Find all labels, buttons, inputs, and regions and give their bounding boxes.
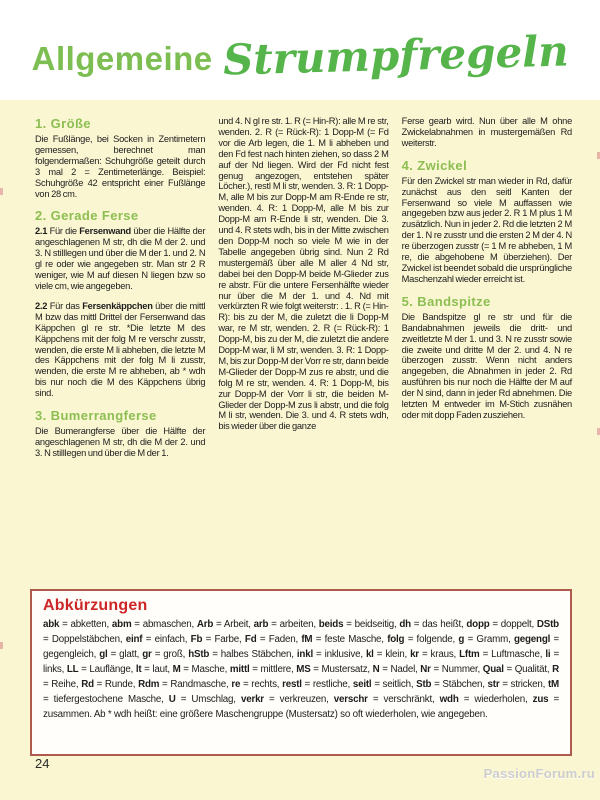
crop-mark — [0, 188, 3, 195]
abbreviations-title: Abkürzungen — [43, 597, 148, 614]
title-word-allgemeine: Allgemeine — [31, 39, 213, 77]
abbreviations-box — [30, 589, 572, 756]
column-3 — [402, 116, 572, 574]
page-title — [31, 25, 569, 85]
abbreviations-text: abk = abketten, abm = abmaschen, Arb = Arbeit, arb = arbeiten, beids = beidseitig, dh = das heißt, dopp = doppelt, DStb = Doppelstäbchen, einf = einfach, Fb = Farbe, Fd = Faden, fM = feste Masche, folg = folgende, g = Gramm, gegengl = gegengleich, gl = glatt, gr = groß, hStb = halbes Stäbchen, inkl = inklusive, kl = klein, kr = kraus, Lftm = Luftmasche, li = links, LL = Lauflänge, lt = laut, M = Masche, mittl = mittlere, MS = Mustersatz, N = Nadel, Nr = Nummer, Qual = Qualität, R = Reihe, Rd = Runde, Rdm = Randmasche, re = rechts, restl = restliche, seitl = seitlich, Stb = Stäbchen, str = stricken, tM = tiefergestochene Masche, U = Umschlag, verkr = verkreuzen, verschr = verschränkt, wdh = wiederholen, zus = zusammen. Ab * wdh heißt: eine größere Maschengruppe (Mustersatz) so oft wiederholen, wie angegeben. — [43, 619, 560, 720]
title-word-strumpfregeln: Strumpfregeln — [222, 25, 569, 85]
text-columns — [0, 100, 600, 574]
paragraph: Ferse gearb wird. Nun über alle M ohne Zwickelabnahmen in mustergemäßen Rd weiterstr. — [401, 116, 572, 148]
page-number: 24 — [35, 756, 50, 771]
column-2 — [218, 116, 388, 574]
section-heading: 4. Zwickel — [401, 157, 468, 173]
page-header — [0, 0, 600, 100]
section-heading: 1. Größe — [35, 116, 91, 131]
paragraph: Die Bandspitze gl re str und für die Bandabnahmen jeweils die dritt- und zweitletzte M der 1. und 3. N re zusstr sowie die zweite und dritte M der 2. und 4. N re überzogen zusstr. Wenn nicht anders angegeben, die Abnahmen in jeder 2. Rd ausführen bis nur noch die Hälfte der M auf der N sind, dann in jeder Rd abnehmen. Die letzten M entweder im M-Stich zusnähen oder mit dopp Faden zusziehen. — [401, 311, 572, 420]
paragraph: Die Bumerangferse über die Hälfte der angeschlagenen M str, dh die M der 2. und 3. N stilllegen und über die M der 1. — [35, 426, 206, 458]
section-heading: 5. Bandspitze — [401, 293, 491, 309]
content-area — [0, 100, 600, 800]
paragraph: 2.1 Für die Fersenwand über die Hälfte der angeschlagenen M str, dh die M der 2. und 3. N stilllegen und über die M der 1. und 2. N gl re oder wie angegeben str. Man str 2 R weniger, wie M auf diesen N liegen bzw so viele cm, wie angegeben. — [35, 226, 206, 291]
crop-mark — [0, 642, 3, 649]
column-1 — [35, 116, 205, 574]
watermark: PassionForum.ru — [483, 766, 595, 781]
paragraph: 2.2 Für das Fersenkäppchen über die mittl M bzw das mittl Drittel der Fersenwand das Käppchen gl re str. *Die letzte M des Käppchens mit der folg M re verschr zusstr, wenden, die erste M li abheben, die letzte M des Käppchens mit der folg M li zusstr, wenden, die erste M re abheben, ab * wdh bis nur noch die M des Käppchens übrig sind. — [35, 300, 206, 399]
paragraph: Für den Zwickel str man wieder in Rd, dafür zunächst aus den seitl Kanten der Fersenwand so viele M auffassen wie angegeben bzw aus jeder 2. R 1 M plus 1 M zusätzlich. Nun in jeder 2. Rd die letzten 2 M der 1. N re zusstr und die ersten 2 M der 4. N re überzogen zusstr (= 1 M re abheben, 1 M re, die abgehobene M überziehen). Der Zwickel ist beendet sobald die ursprüngliche Maschenzahl wieder erreicht ist. — [401, 175, 572, 284]
section-heading: 3. Bumerrangferse — [35, 408, 157, 424]
section-heading: 2. Gerade Ferse — [35, 208, 139, 224]
paragraph: Die Fußlänge, bei Socken in Zentimetern gemessen, berechnet man folgendermaßen: Schuhgröße geteilt durch 3 mal 2 = Zentimeterlänge. Beispiel: Schuhgröße 42 entspricht einer Fußlänge von 28 cm. — [35, 134, 206, 199]
paragraph: und 4. N gl re str. 1. R (= Hin-R): alle M re str, wenden. 2. R (= Rück-R): 1 Dopp-M (= Fd vor die Arb legen, die 1. M li abheben und den Fd fest nach hinten ziehen, so dass 2 M auf der Nd liegen. Wird der Fd nicht fest genug angezogen, entstehen später Löcher.), restl M li str, wenden. 3. R: 1 Dopp-M, alle M bis zur Dopp-M am R-Ende re str, wenden. 4. R: 1 Dopp-M, alle M bis zur Dopp-M am R-Ende li str, wenden. Die 3. und 4. R stets wdh, bis in der Mitte zwischen den Dopp-M noch so viele M wie in der Tabelle angegeben übrig sind. Nun 2 Rd mustergemäß über alle M aller 4 Nd str, dabei bei den Dopp-M beide M-Glieder zus re abstr. Für die untere Fersenhälfte wieder nur über die M der 1. und 4. Nd mit verkürzten R wie folgt weiterstr: . 1. R (= Hin-R): bis zu der M, die zuletzt die li Dopp-M war, re M str, wenden. 2. R (= Rück-R): 1 Dopp-M, bis zu der M, die zuletzt die andere Dopp-M war, li M str, wenden. 3. R: 1 Dopp-M, bis zur Dopp-M der Vorr re str, dann beide M-Glieder der Dopp-M zus re abstr, und die folg M re str, wenden. 4. R: 1 Dopp-M, bis zur Dopp-M der Vorr li str, die beiden M-Glieder der Dopp-M zus li abstr, und die folg M li str, wenden. Die 3. und 4. R stets wdh, bis wieder über die ganze — [218, 116, 389, 432]
